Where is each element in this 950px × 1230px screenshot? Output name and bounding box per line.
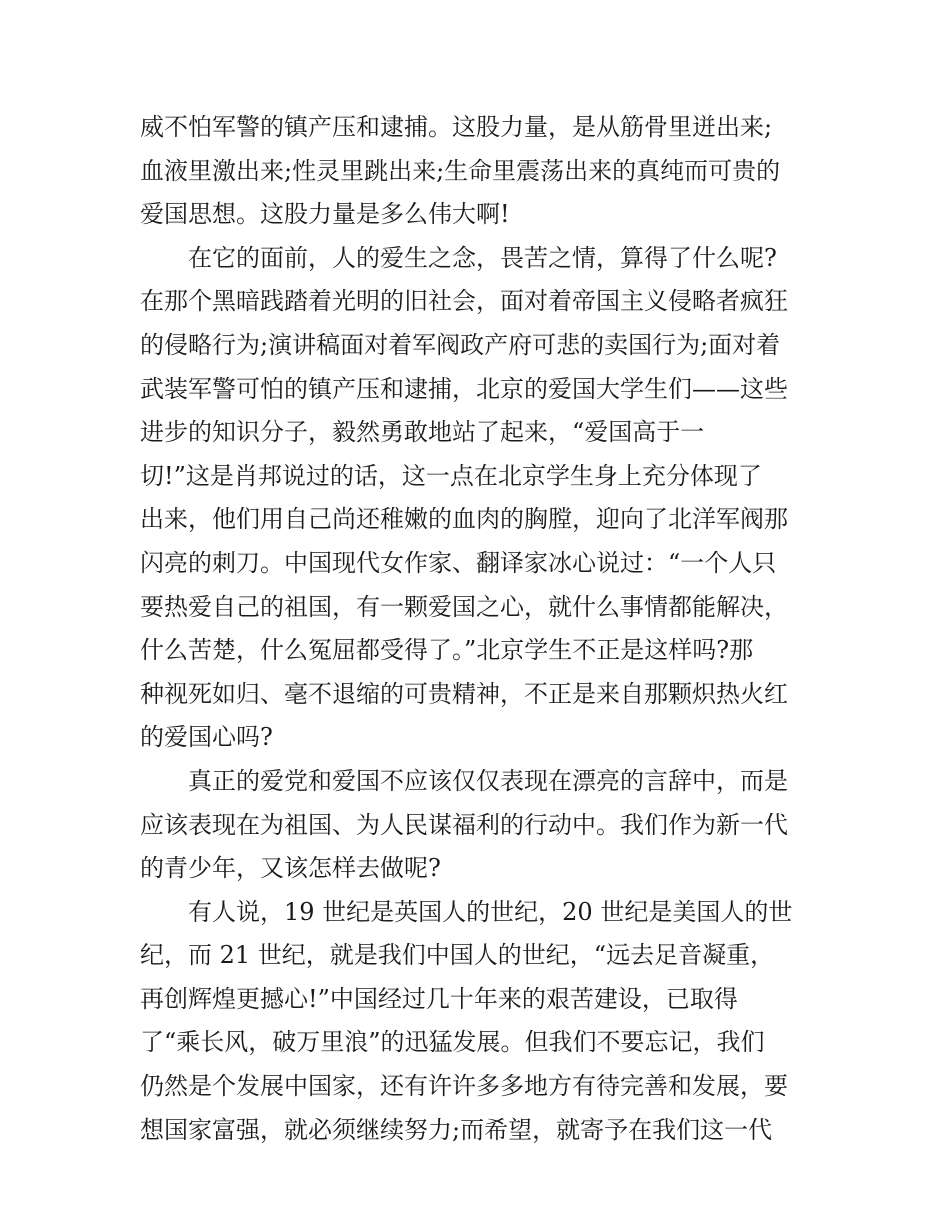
body-text bbox=[140, 106, 820, 1152]
text-line: 闪亮的刺刀。中国现代女作家、翻译家冰心说过：“一个人只 bbox=[140, 548, 777, 577]
text-line: 什么苦楚，什么冤屈都受得了。”北京学生不正是这样吗?那 bbox=[140, 636, 754, 665]
text-line: 了“乘长风，破万里浪”的迅猛发展。但我们不要忘记，我们 bbox=[140, 1028, 765, 1057]
text-line: 纪，而 21 世纪，就是我们中国人的世纪，“远去足音凝重， bbox=[140, 941, 775, 970]
text-line: 想国家富强，就必须继续努力;而希望，就寄予在我们这一代 bbox=[140, 1115, 773, 1144]
text-line: 切!”这是肖邦说过的话，这一点在北京学生身上充分体现了 bbox=[140, 461, 762, 490]
text-line: 有人说，19 世纪是英国人的世纪，20 世纪是美国人的世 bbox=[140, 897, 793, 926]
text-line: 进步的知识分子，毅然勇敢地站了起来，“爱国高于一 bbox=[140, 418, 705, 447]
text-line: 爱国思想。这股力量是多么伟大啊! bbox=[140, 200, 510, 229]
text-line: 要热爱自己的祖国，有一颗爱国之心，就什么事情都能解决， bbox=[140, 592, 788, 621]
text-line: 再创辉煌更撼心!”中国经过几十年来的艰苦建设，已取得 bbox=[140, 984, 738, 1013]
text-line: 的爱国心吗? bbox=[140, 723, 273, 752]
text-line: 的侵略行为;演讲稿面对着军阀政产府可悲的卖国行为;面对着 bbox=[140, 330, 781, 359]
text-line: 真正的爱党和爱国不应该仅仅表现在漂亮的言辞中，而是 bbox=[140, 766, 788, 795]
text-line: 血液里激出来;性灵里跳出来;生命里震荡出来的真纯而可贵的 bbox=[140, 156, 781, 185]
text-line: 出来，他们用自己尚还稚嫩的血肉的胸膛，迎向了北洋军阀那 bbox=[140, 505, 788, 534]
text-line: 的青少年，又该怎样去做呢? bbox=[140, 854, 441, 883]
text-line: 武装军警可怕的镇产压和逮捕，北京的爱国大学生们——这些 bbox=[140, 374, 788, 403]
text-line: 仍然是个发展中国家，还有许许多多地方有待完善和发展，要 bbox=[140, 1072, 788, 1101]
text-line: 威不怕军警的镇产压和逮捕。这股力量，是从筋骨里迸出来; bbox=[140, 113, 773, 141]
text-line: 应该表现在为祖国、为人民谋福利的行动中。我们作为新一代 bbox=[140, 810, 788, 839]
text-line: 种视死如归、毫不退缩的可贵精神，不正是来自那颗炽热火红 bbox=[140, 679, 788, 708]
text-line: 在它的面前，人的爱生之念，畏苦之情，算得了什么呢? bbox=[140, 243, 777, 272]
text-line: 在那个黑暗践踏着光明的旧社会，面对着帝国主义侵略者疯狂 bbox=[140, 287, 788, 316]
